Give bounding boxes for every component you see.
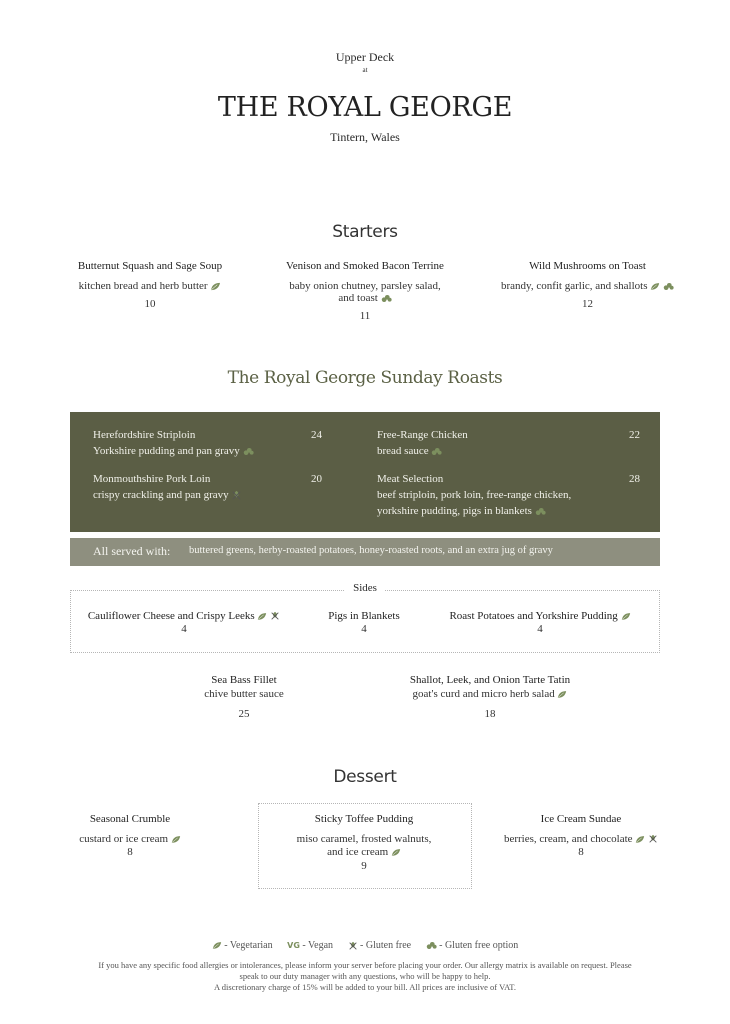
- served-with-text: buttered greens, herby-roasted potatoes, honey-roasted roots, and an extra jug of gravy: [189, 545, 553, 556]
- dessert-desc: [60, 833, 200, 845]
- roast-name: Meat Selection: [377, 473, 444, 485]
- starter-item: [275, 260, 455, 322]
- legend-vegetarian: [212, 940, 275, 951]
- main-desc: chive butter sauce: [204, 688, 284, 700]
- roast-desc: beef striploin, pork loin, free-range chicken,: [377, 489, 572, 501]
- main-item: [390, 674, 590, 720]
- gluten-free-option-icon: [535, 507, 546, 516]
- gluten-free-option-icon: [243, 447, 254, 456]
- dessert-item: [60, 813, 200, 858]
- roast-price: 24: [311, 429, 322, 441]
- dessert-desc-text: custard or ice cream: [79, 833, 169, 845]
- gluten-free-icon: [231, 490, 242, 501]
- legend-vegan: [287, 940, 335, 951]
- dessert-desc: [264, 846, 464, 858]
- roast-desc-text: yorkshire pudding, pigs in blankets: [377, 505, 532, 517]
- allergy-line: speak to our duty manager with any questions, who will be happy to help.: [239, 971, 491, 981]
- dessert-desc-text: and ice cream: [327, 846, 389, 858]
- dessert-name: Seasonal Crumble: [89, 813, 171, 825]
- vegetarian-icon: [212, 941, 222, 950]
- side-price: 4: [537, 623, 543, 635]
- roast-name: Free-Range Chicken: [377, 429, 468, 441]
- main-desc-text: goat's curd and micro herb salad: [412, 688, 555, 700]
- dessert-name: Ice Cream Sundae: [540, 813, 622, 825]
- dessert-desc-text: berries, cream, and chocolate: [503, 833, 633, 845]
- roasts-title: The Royal George Sunday Roasts: [227, 368, 503, 388]
- gluten-free-option-icon: [431, 447, 442, 456]
- main-price: 25: [238, 708, 250, 720]
- side-name: [440, 610, 640, 622]
- starter-name: Butternut Squash and Sage Soup: [77, 260, 223, 272]
- starter-desc-text: and toast: [338, 292, 378, 304]
- legend-gluten-free: [348, 940, 414, 951]
- roast-name: Herefordshire Striploin: [93, 429, 196, 441]
- legend-gluten-free-option: [426, 940, 519, 951]
- roast-desc: [93, 443, 343, 459]
- roast-item: [93, 471, 343, 503]
- dessert-item: [496, 813, 666, 858]
- roast-desc: [377, 503, 639, 519]
- brand-title: THE ROYAL GEORGE: [217, 92, 513, 123]
- side-name: Pigs in Blankets: [328, 610, 400, 622]
- allergy-notice: [70, 960, 660, 993]
- starter-desc: baby onion chutney, parsley salad,: [289, 280, 441, 292]
- starter-price: 12: [582, 298, 593, 310]
- roast-desc: [377, 443, 639, 459]
- roasts-panel: [70, 412, 660, 532]
- side-item: [304, 610, 424, 635]
- legend-gluten-free-option-text: - Gluten free option: [439, 940, 519, 951]
- dessert-item: [264, 813, 464, 872]
- starter-item: [490, 260, 685, 310]
- starter-desc: [490, 280, 685, 292]
- side-price: 4: [361, 623, 367, 635]
- main-price: 18: [484, 708, 496, 720]
- starter-name: Venison and Smoked Bacon Terrine: [286, 260, 444, 272]
- roast-item: [377, 471, 639, 519]
- starter-desc-text: kitchen bread and herb butter: [78, 280, 208, 292]
- gluten-free-option-icon: [426, 941, 437, 950]
- allergy-line: If you have any specific food allergies or intolerances, please inform your server before placing your order. Our allergy matrix is available on request. Please: [98, 960, 632, 970]
- starters-title: Starters: [332, 222, 398, 242]
- sides-title: Sides: [345, 582, 385, 594]
- dessert-desc: miso caramel, frosted walnuts,: [296, 833, 432, 845]
- roast-desc-text: crispy crackling and pan gravy: [93, 489, 229, 501]
- gluten-free-icon: [270, 611, 280, 621]
- starter-desc: [60, 280, 240, 292]
- side-item: [440, 610, 640, 635]
- main-item: [164, 674, 324, 720]
- vegetarian-icon: [391, 848, 401, 857]
- roast-item: [377, 427, 639, 459]
- starter-desc: [275, 292, 455, 304]
- vegetarian-icon: [650, 282, 660, 291]
- vegetarian-icon: [557, 690, 567, 699]
- legend-gluten-free-text: - Gluten free: [360, 940, 412, 951]
- gluten-free-icon: [348, 941, 358, 951]
- roast-price: 28: [629, 473, 640, 485]
- served-with-label: All served with:: [93, 544, 171, 558]
- gluten-free-option-icon: [663, 282, 674, 291]
- service-charge-line: A discretionary charge of 15% will be added to your bill. All prices are inclusive of VAT.: [214, 982, 516, 992]
- side-name-text: Roast Potatoes and Yorkshire Pudding: [449, 610, 618, 622]
- starter-item: [60, 260, 240, 310]
- main-name: Sea Bass Fillet: [211, 674, 277, 686]
- starter-desc-text: brandy, confit garlic, and shallots: [500, 280, 648, 292]
- roast-name: Monmouthshire Pork Loin: [93, 473, 211, 485]
- roast-desc-text: Yorkshire pudding and pan gravy: [93, 445, 240, 457]
- starter-name: Wild Mushrooms on Toast: [529, 260, 646, 272]
- roast-price: 22: [629, 429, 640, 441]
- dessert-desc: [496, 833, 666, 845]
- legend-vegan-text: - Vegan: [302, 940, 334, 951]
- vegetarian-icon: [635, 835, 645, 844]
- gluten-free-option-icon: [381, 294, 392, 303]
- side-price: 4: [181, 623, 187, 635]
- dessert-name: Sticky Toffee Pudding: [314, 813, 414, 825]
- starter-price: 11: [359, 310, 371, 322]
- vegetarian-icon: [621, 612, 631, 621]
- main-name: Shallot, Leek, and Onion Tarte Tatin: [409, 674, 571, 686]
- dietary-legend: [0, 940, 730, 951]
- legend-vegetarian-text: - Vegetarian: [224, 940, 273, 951]
- dessert-title: Dessert: [333, 767, 397, 787]
- dessert-price: 8: [127, 846, 133, 858]
- roast-desc-text: bread sauce: [377, 445, 429, 457]
- roast-item: [93, 427, 343, 459]
- at-word: at: [362, 66, 368, 74]
- side-name-text: Cauliflower Cheese and Crispy Leeks: [87, 610, 255, 622]
- roast-desc: [93, 487, 343, 503]
- vegetarian-icon: [171, 835, 181, 844]
- main-desc: [390, 688, 590, 700]
- starter-price: 10: [144, 298, 156, 310]
- vegetarian-icon: [257, 612, 267, 621]
- vegetarian-icon: [210, 282, 221, 291]
- upper-deck-title: Upper Deck: [335, 50, 395, 64]
- dessert-price: 8: [578, 846, 584, 858]
- roast-price: 20: [311, 473, 322, 485]
- served-with-bar: [70, 538, 660, 566]
- side-name: [84, 610, 284, 622]
- side-item: [84, 610, 284, 635]
- vegan-badge-icon: VG: [287, 941, 300, 950]
- gluten-free-icon: [648, 834, 658, 844]
- dessert-price: 9: [361, 860, 367, 872]
- location-text: Tintern, Wales: [330, 130, 400, 144]
